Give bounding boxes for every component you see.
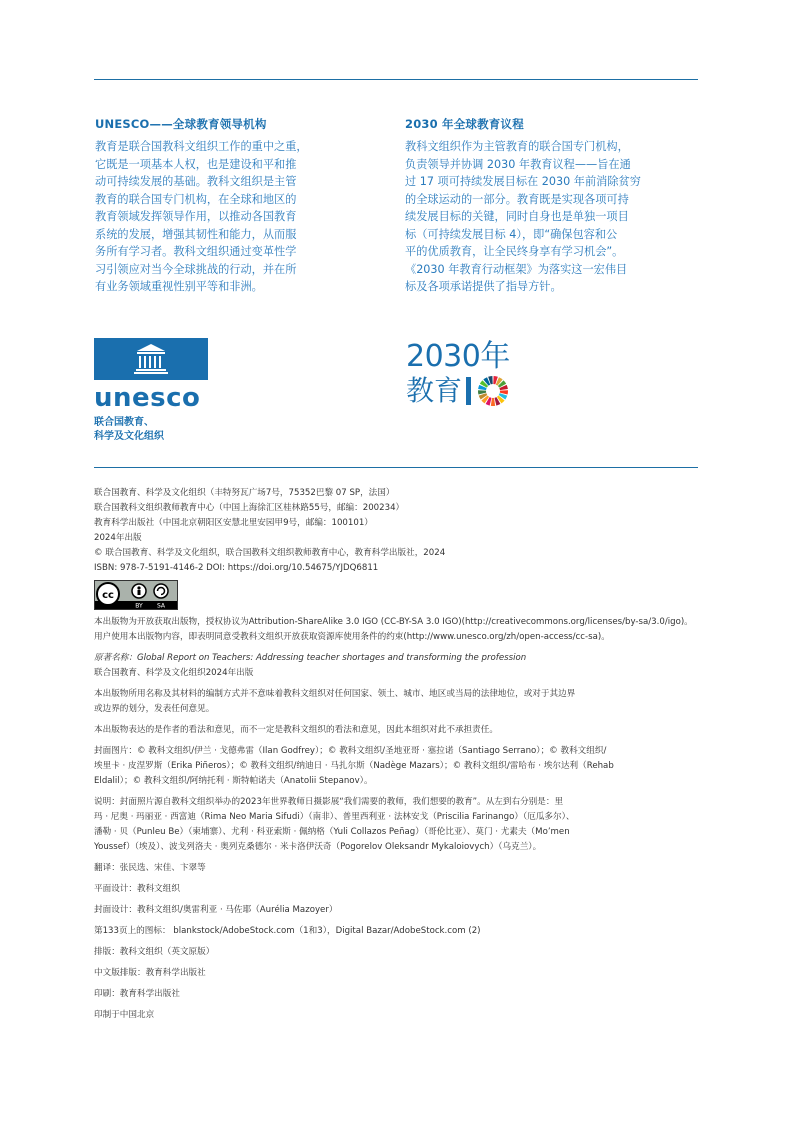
isbn-doi-line: ISBN: 978-7-5191-4146-2 DOI: https://doi.org/10.54675/YJDQ6811 (94, 563, 379, 573)
sdg-wheel-segment (491, 398, 495, 406)
unesco-wordmark: unesco (94, 383, 201, 413)
icon-credits: 第133页上的图标： blankstock/AdobeStock.com（1和3），Digital Bazar/AdobeStock.com (2) (94, 926, 481, 936)
cc-by-label: BY (135, 602, 143, 609)
unesco-intro-title: UNESCO——全球教育领导机构 (95, 117, 267, 131)
middle-rule (94, 467, 698, 468)
publication-year: 2024年出版 (94, 533, 142, 543)
original-publisher: 联合国教育、科学及文化组织2024年出版 (94, 668, 254, 678)
disclaimer-1a: 本出版物所用名称及其材料的编制方式并不意味着教科文组织对任何国家、领土、城市、地区或当局的法律地位，或对于其边界 (94, 689, 576, 699)
license-line-1: 本出版物为开放获取出版物，授权协议为Attribution-ShareAlike 3.0 IGO (CC-BY-SA 3.0 IGO)(http://creativecommons.org/licenses/by-sa/3.0/igo)。 (94, 617, 693, 627)
cover-credit-1: 封面图片：© 教科文组织/伊兰 · 戈德弗雷（Ilan Godfrey）；© 教科文组织/圣地亚哥 · 塞拉诺（Santiago Serrano）；© 教科文组织/ (94, 746, 607, 756)
logo-2030-text: 2030年 (406, 339, 510, 374)
cover-credit-3: Eldalil）；© 教科文组织/阿纳托利 · 斯特帕诺夫（Anatolii Stepanov）。 (94, 776, 373, 786)
education-2030-section (405, 116, 665, 296)
cc-by-sa-badge (94, 580, 178, 610)
top-rule (94, 79, 698, 80)
printed-in: 印制于中国北京 (94, 1010, 155, 1020)
graphic-design: 平面设计：教科文组织 (94, 884, 180, 894)
education-2030-text: 教科文组织作为主管教育的联合国专门机构， 负责领导并协调 2030 年教育议程——旨在通 过 17 项可持续发展目标在 2030 年前消除贫穷 的全球运动的一部分。教育既是实现各项可持 续发展目标的关键，同时自身也是单独一项目 标（可持续发展目标 4），即“确保包容和公 平的优质教育，让全民终身享有学习机会”。 《2030 年教育行动框架》为落实这一宏伟目 标及各项承诺提供了指导方针。 (405, 140, 641, 293)
cover-credit-2: 埃里卡 · 皮涅罗斯（Erika Piñeros）；© 教科文组织/纳迪日 · 马扎尔斯（Nadège Mazars）；© 教科文组织/雷哈布 · 埃尔达利（Rehab (94, 761, 614, 771)
cover-note-1: 说明：封面照片源自教科文组织举办的2023年世界教师日摄影展“我们需要的教师，我们想要的教育”。从左到右分别是：里 (94, 797, 564, 807)
cover-note-2: 玛 · 尼奥 · 玛丽亚 · 西富迪（Rima Neo Maria Sifudi）（南非）、普里西利亚 · 法林安戈（Priscilia Farinango）（厄瓜多尔）、 (94, 812, 575, 822)
unesco-intro-section (95, 116, 345, 296)
unesco-temple-icon (94, 338, 208, 380)
copyright-line: © 联合国教育、科学及文化组织，联合国教科文组织教师教育中心，教育科学出版社，2024 (94, 548, 446, 558)
disclaimer-1b: 或边界的划分，发表任何意见。 (94, 704, 215, 714)
cc-sa-label: SA (156, 602, 166, 609)
unesco-intro-text: 教育是联合国教科文组织工作的重中之重， 它既是一项基本人权，也是建设和平和推 动可持续发展的基础。教科文组织是主管 教育的联合国专门机构，在全球和地区的 教育领域发挥领导作用，以推动各国教育 系统的发展，增强其韧性和能力，从而服 务所有学习者。教科文组织通过变革性学 习引领应对当今全球挑战的行动，并在所 有业务领域重视性别平等和非洲。 (95, 140, 308, 293)
education-2030-title: 2030 年全球教育议程 (405, 117, 524, 131)
unesco-logo (94, 338, 208, 444)
education-2030-logo (406, 340, 512, 408)
cover-design: 封面设计：教科文组织/奥雷利亚 · 马佐耶（Aurélia Mazoyer） (94, 905, 338, 915)
typesetting: 排版：教科文组织（英文原版） (94, 947, 215, 957)
sdg-wheel-icon (464, 374, 512, 408)
publication-credits (94, 486, 700, 1023)
printer: 印刷：教育科学出版社 (94, 989, 180, 999)
disclaimer-2: 本出版物表达的是作者的看法和意见，而不一定是教科文组织的看法和意见，因此本组织对此不承担责任。 (94, 725, 498, 735)
translators: 翻译：张民选、宋佳、卞翠等 (94, 863, 206, 873)
publisher-line-2: 联合国教科文组织教师教育中心（中国上海徐汇区桂林路55号，邮编：200234） (94, 503, 405, 513)
publisher-line-1: 联合国教育、科学及文化组织（丰特努瓦广场7号，75352巴黎 07 SP，法国） (94, 488, 395, 498)
license-line-2: 用户使用本出版物内容，即表明同意受教科文组织开放获取资源库使用条件的约束(http://www.unesco.org/zh/open-access/cc-sa)。 (94, 632, 610, 642)
cn-typesetting: 中文版排版：教育科学出版社 (94, 968, 206, 978)
cover-note-4: Youssef）（埃及）、波戈列洛夫 · 奥列克桑德尔 · 米卡洛伊沃奇（Pogorelov Oleksandr Mykaloiovych）（乌克兰）。 (94, 842, 542, 852)
svg-text:cc: cc (102, 590, 114, 601)
original-title: 原著名称：Global Report on Teachers: Addressing teacher shortages and transforming the profession (94, 653, 527, 663)
unesco-subtitle: 联合国教育、 科学及文化组织 (94, 417, 164, 442)
cover-note-3: 潘勒 · 贝（Punleu Be）（柬埔寨）、尤利 · 科亚索斯 · 佩纳格（Yuli Collazos Peñag）（哥伦比亚）、莫门 · 尤素夫（Mo’men (94, 827, 570, 837)
publisher-line-3: 教育科学出版社（中国北京朝阳区安慧北里安园甲9号，邮编：100101） (94, 518, 373, 528)
logo-education-text: 教育 (406, 374, 463, 407)
